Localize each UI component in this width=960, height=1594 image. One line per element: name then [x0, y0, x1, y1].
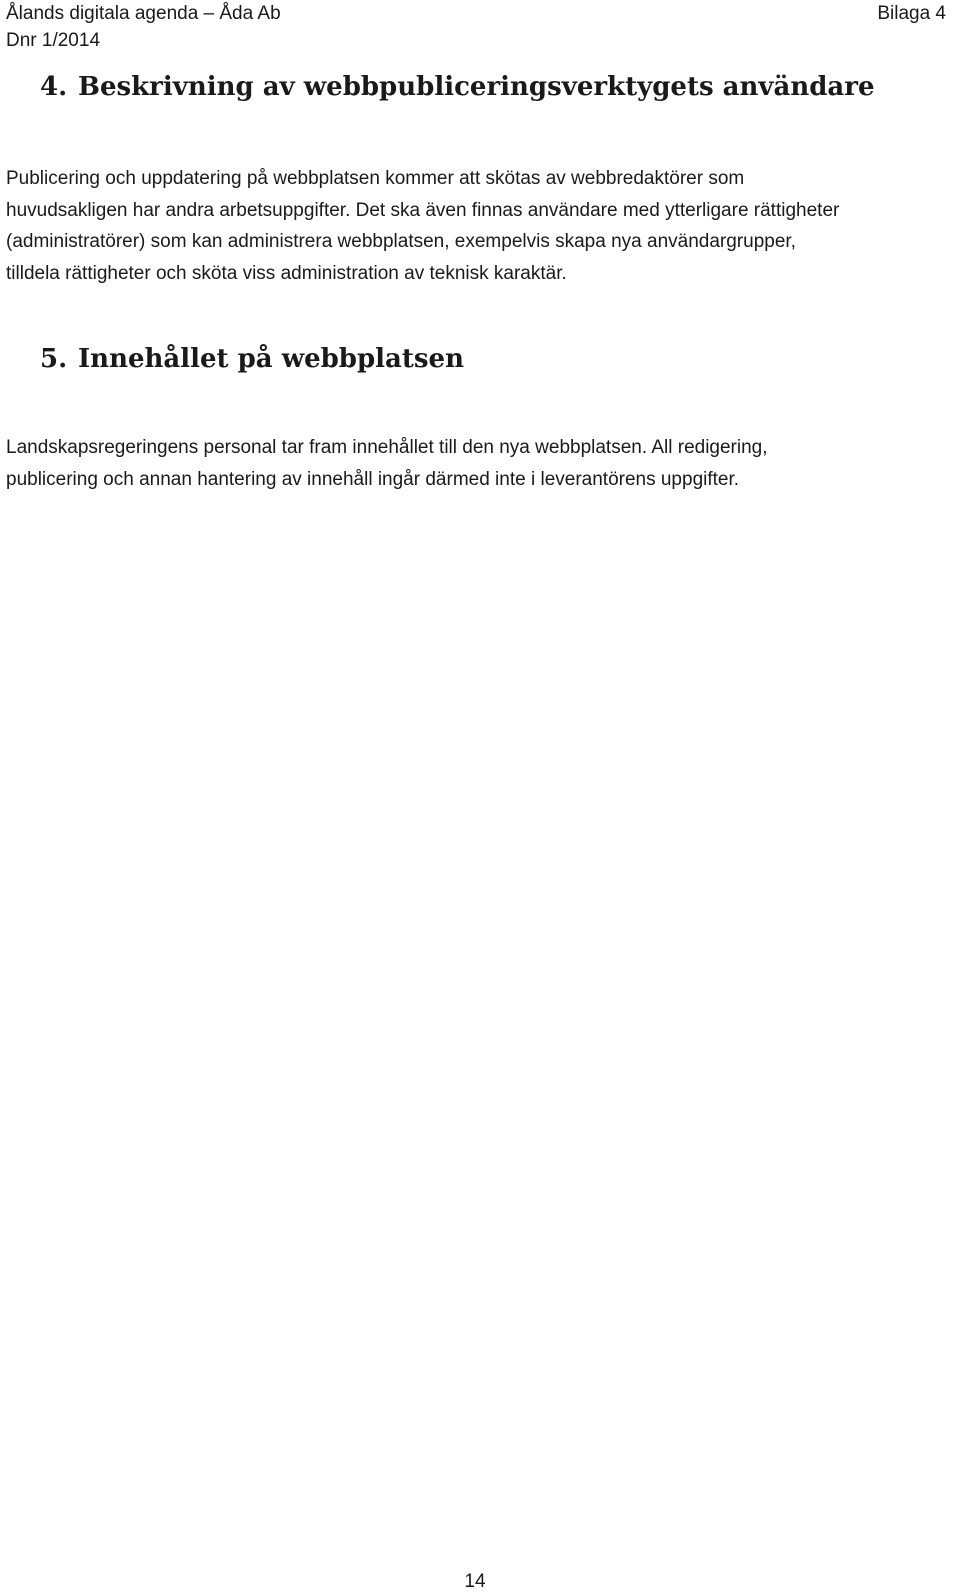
paragraph-line: huvudsakligen har andra arbetsuppgifter. Det ska även finnas användare med ytterligare rättigheter: [6, 199, 840, 221]
section-4-paragraph: [6, 163, 954, 289]
paragraph-line: Landskapsregeringens personal tar fram innehållet till den nya webbplatsen. All redigering,: [6, 437, 768, 458]
section-4-title: Beskrivning av webbpubliceringsverktygets användare: [78, 72, 875, 102]
paragraph-line: (administratörer) som kan administrera webbplatsen, exempelvis skapa nya användargrupper,: [6, 231, 796, 252]
section-4-number: 4.: [40, 72, 68, 102]
paragraph-line: Publicering och uppdatering på webbplatsen kommer att skötas av webbredaktörer som: [6, 168, 745, 189]
paragraph-line: publicering och annan hantering av innehåll ingår därmed inte i leverantörens uppgifter.: [6, 468, 740, 490]
section-5-heading: [40, 342, 464, 376]
section-5-paragraph: [6, 432, 954, 495]
section-5-title: Innehållet på webbplatsen: [78, 344, 464, 374]
section-5-number: 5.: [40, 344, 68, 374]
paragraph-line: tilldela rättigheter och sköta viss administration av teknisk karaktär.: [6, 262, 567, 284]
header-attachment-label: Bilaga 4: [877, 3, 946, 24]
header-left: [6, 0, 281, 54]
page-number: 14: [464, 1571, 486, 1592]
section-4-heading: [40, 70, 875, 104]
header-document-number: Dnr 1/2014: [6, 30, 101, 51]
header-title: Ålands digitala agenda – Åda Ab: [6, 3, 281, 24]
